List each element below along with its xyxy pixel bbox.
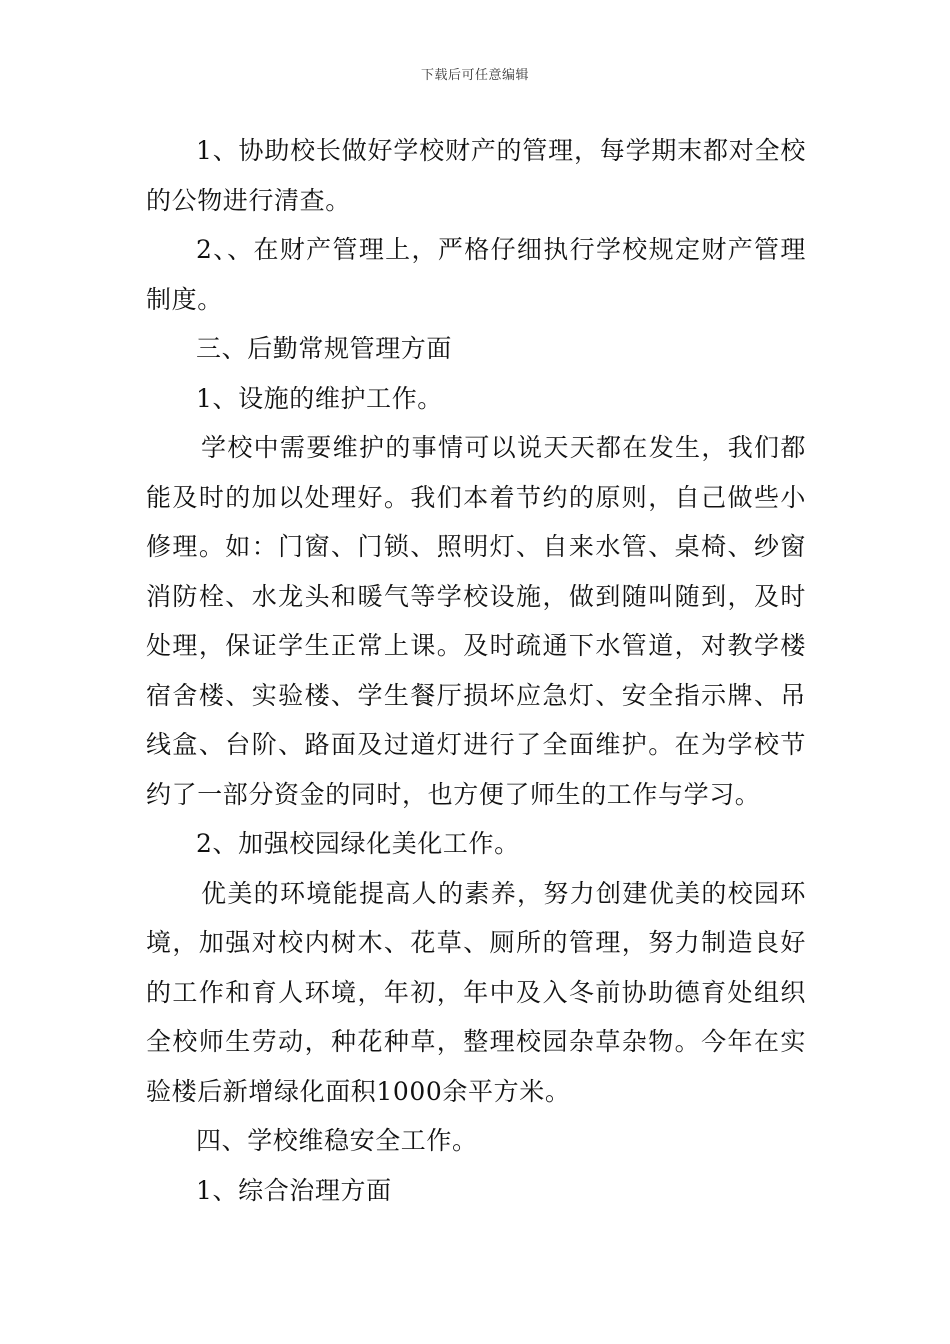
paragraph-asset-management-2: 2、、在财产管理上，严格仔细执行学校规定财产管理制度。 <box>146 235 806 314</box>
subheading-comprehensive-governance: 1、综合治理方面 <box>196 1175 392 1205</box>
page-header-note: 下载后可任意编辑 <box>420 68 529 83</box>
subheading-campus-greening: 2、加强校园绿化美化工作。 <box>196 829 520 858</box>
paragraph-campus-greening: 优美的环境能提高人的素养，努力创建优美的校园环境，加强对校内树木、花草、厕所的管理，努力制造良好的工作和育人环境，年初，年中及入冬前协助德育处组织全校师生劳动，种花种草，整理校园杂草杂物。今年在实验楼后新增绿化面积1000余平方米。 <box>146 878 806 1106</box>
paragraph-asset-management-1: 1、协助校长做好学校财产的管理，每学期末都对全校的公物进行清查。 <box>146 136 806 215</box>
paragraph-facility-maintenance: 学校中需要维护的事情可以说天天都在发生，我们都能及时的加以处理好。我们本着节约的原则，自己做些小修理。如：门窗、门锁、照明灯、自来水管、桌椅、纱窗消防栓、水龙头和暖气等学校设施，做到随叫随到，及时处理，保证学生正常上课。及时疏通下水管道，对教学楼宿舍楼、实验楼、学生餐厅损坏应急灯、安全指示牌、吊线盒、台阶、路面及过道灯进行了全面维护。在为学校节约了一部分资金的同时，也方便了师生的工作与学习。 <box>146 433 806 809</box>
section-heading-logistics: 三、后勤常规管理方面 <box>196 334 453 363</box>
document-body <box>146 126 806 1215</box>
subheading-facility-maintenance: 1、设施的维护工作。 <box>196 383 443 413</box>
section-heading-safety: 四、学校维稳安全工作。 <box>196 1126 478 1155</box>
